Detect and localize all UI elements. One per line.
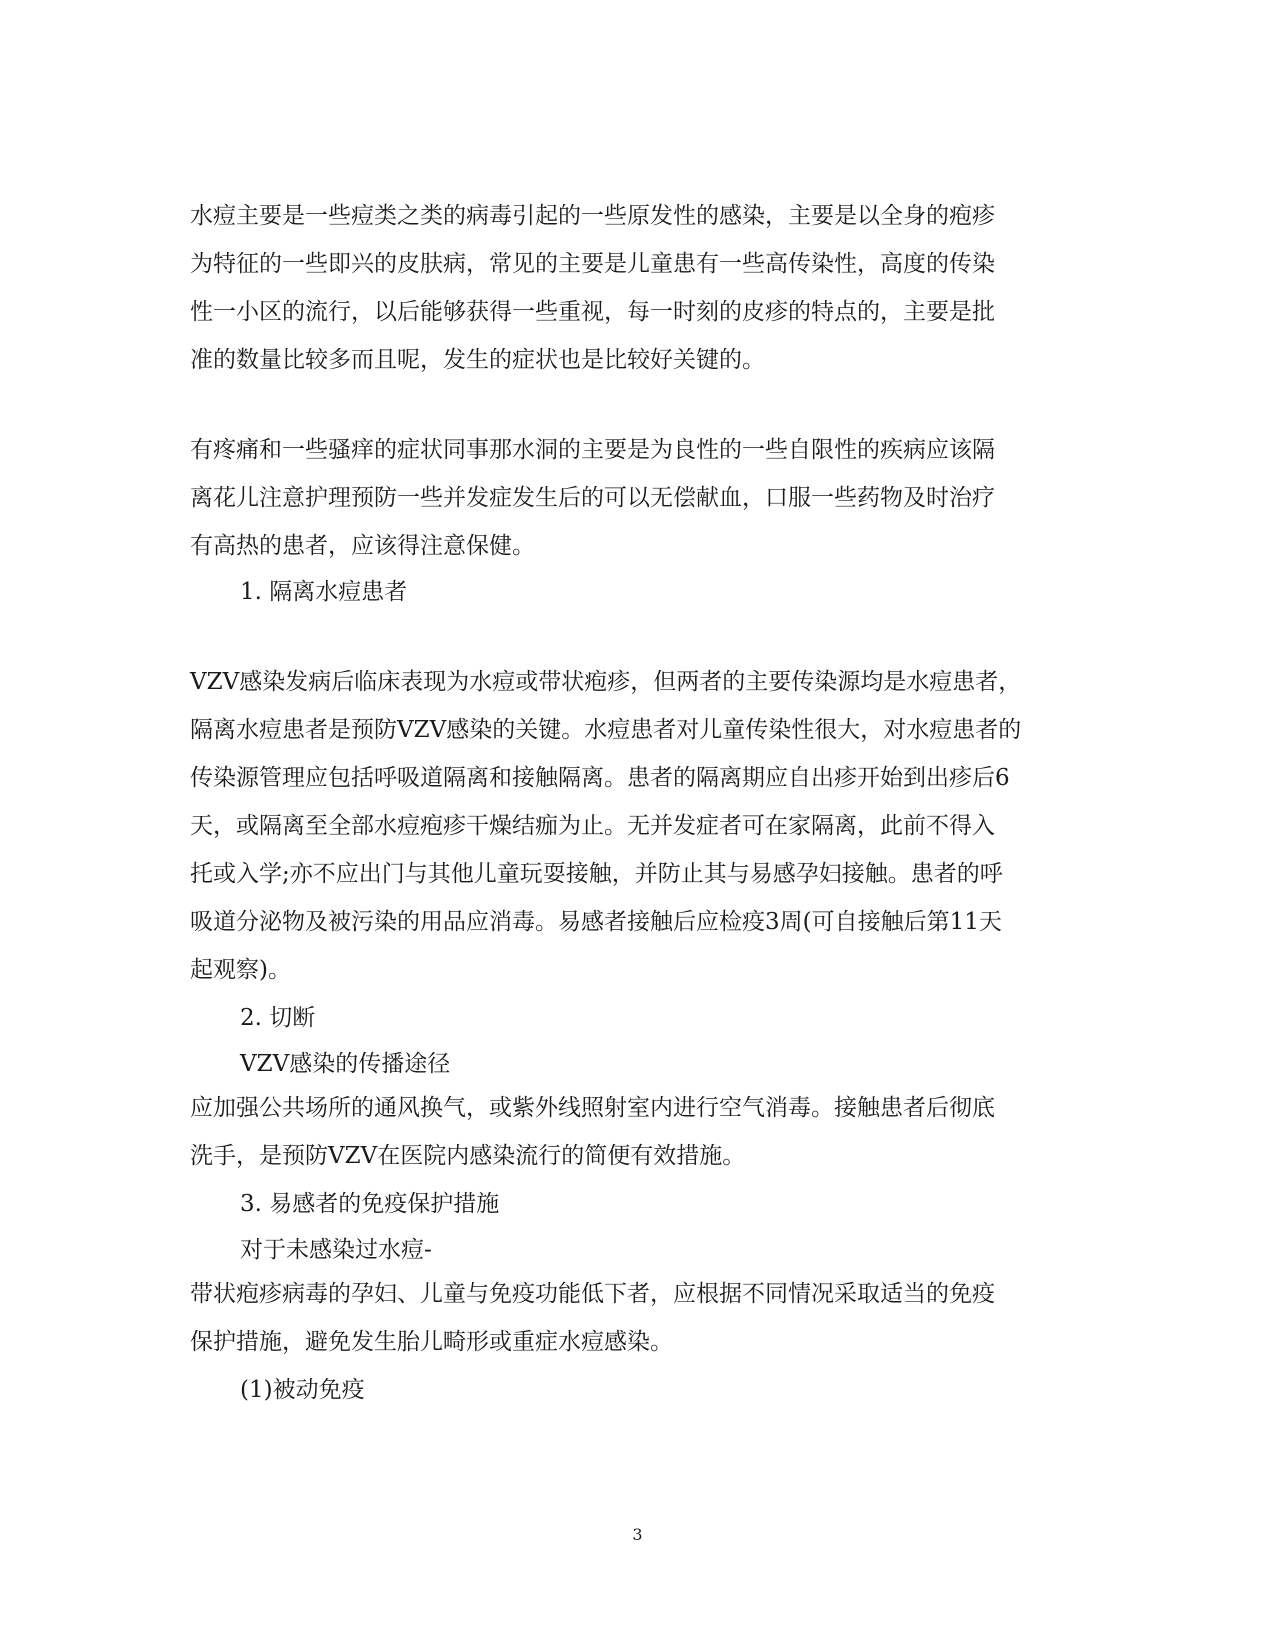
paragraph-line: 性一小区的流行，以后能够获得一些重视，每一时刻的皮疹的特点的，主要是批: [190, 299, 995, 325]
paragraph-line: 天，或隔离至全部水痘疱疹干燥结痂为止。无并发症者可在家隔离，此前不得入: [190, 813, 995, 839]
paragraph-line: 传染源管理应包括呼吸道隔离和接触隔离。患者的隔离期应自出疹开始到出疹后6: [190, 765, 1010, 791]
subsection-heading: (1)被动免疫: [240, 1377, 365, 1403]
paragraph-line: 有高热的患者，应该得注意保健。: [190, 533, 535, 559]
section-heading-continuation: VZV感染的传播途径: [240, 1051, 451, 1077]
paragraph-line: 起观察)。: [190, 957, 291, 983]
section-heading: 1. 隔离水痘患者: [240, 579, 408, 605]
section-heading: 3. 易感者的免疫保护措施: [240, 1191, 500, 1217]
paragraph-line: 离花儿注意护理预防一些并发症发生后的可以无偿献血，口服一些药物及时治疗: [190, 485, 995, 511]
page-number: 3: [632, 1525, 643, 1544]
section-heading: 2. 切断: [240, 1005, 316, 1031]
paragraph-line: 隔离水痘患者是预防VZV感染的关键。水痘患者对儿童传染性很大，对水痘患者的: [190, 717, 1022, 743]
paragraph-line: 有疼痛和一些骚痒的症状同事那水洞的主要是为良性的一些自限性的疾病应该隔: [190, 437, 995, 463]
paragraph-line: VZV感染发病后临床表现为水痘或带状疱疹，但两者的主要传染源均是水痘患者，: [190, 669, 1022, 695]
paragraph-line: 应加强公共场所的通风换气，或紫外线照射室内进行空气消毒。接触患者后彻底: [190, 1095, 995, 1121]
paragraph-line: 吸道分泌物及被污染的用品应消毒。易感者接触后应检疫3周(可自接触后第11天: [190, 909, 1002, 935]
paragraph-line: 为特征的一些即兴的皮肤病，常见的主要是儿童患有一些高传染性，高度的传染: [190, 251, 995, 277]
paragraph-line: 洗手，是预防VZV在医院内感染流行的简便有效措施。: [190, 1143, 746, 1169]
paragraph-line: 水痘主要是一些痘类之类的病毒引起的一些原发性的感染，主要是以全身的疱疹: [190, 203, 995, 229]
section-heading-continuation: 对于未感染过水痘-: [240, 1237, 432, 1263]
paragraph-line: 保护措施，避免发生胎儿畸形或重症水痘感染。: [190, 1329, 673, 1355]
paragraph-line: 准的数量比较多而且呢，发生的症状也是比较好关键的。: [190, 347, 765, 373]
paragraph-line: 托或入学;亦不应出门与其他儿童玩耍接触，并防止其与易感孕妇接触。患者的呼: [190, 861, 1003, 887]
paragraph-line: 带状疱疹病毒的孕妇、儿童与免疫功能低下者，应根据不同情况采取适当的免疫: [190, 1281, 995, 1307]
